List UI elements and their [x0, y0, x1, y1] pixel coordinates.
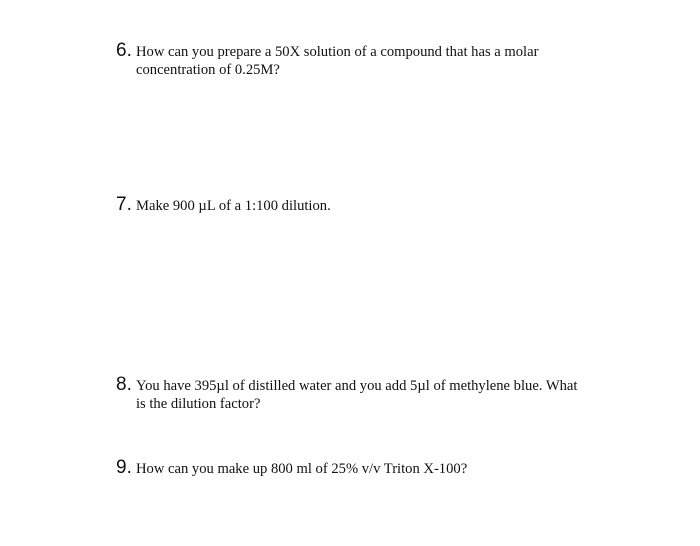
question-6	[116, 40, 616, 79]
question-number: 8.	[116, 374, 132, 395]
question-9-first-line	[116, 457, 616, 479]
question-text: How can you prepare a 50X solution of a compound that has a molar	[136, 44, 539, 60]
question-9	[116, 457, 616, 479]
question-number: 6.	[116, 40, 132, 61]
question-7-first-line	[116, 194, 616, 216]
question-number: 9.	[116, 457, 132, 478]
question-8	[116, 374, 616, 413]
question-text: You have 395µl of distilled water and you add 5µl of methylene blue. What	[136, 378, 578, 394]
question-text-continuation: is the dilution factor?	[136, 396, 261, 412]
question-7	[116, 194, 616, 216]
question-text-continuation: concentration of 0.25M?	[136, 62, 280, 78]
question-text: Make 900 µL of a 1:100 dilution.	[136, 198, 331, 214]
question-6-first-line	[116, 40, 616, 62]
question-8-first-line	[116, 374, 616, 396]
question-text: How can you make up 800 ml of 25% v/v Triton X-100?	[136, 461, 468, 477]
question-number: 7.	[116, 194, 132, 215]
